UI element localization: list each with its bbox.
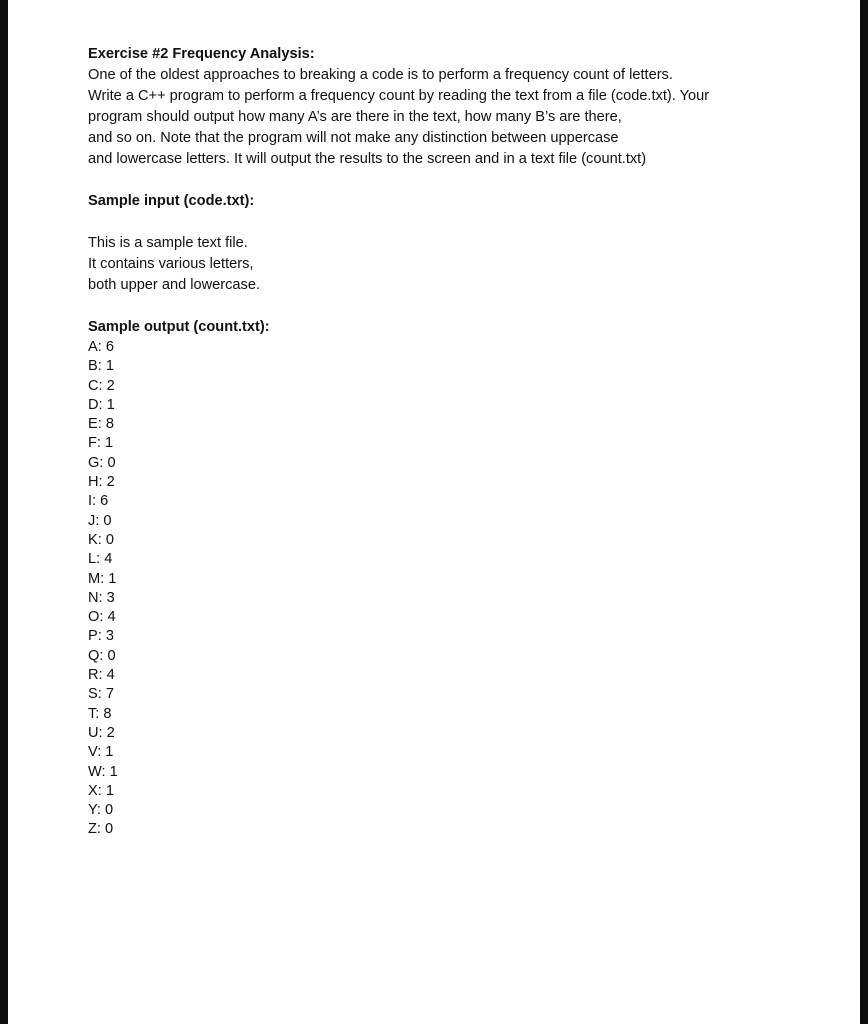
description-line: program should output how many A’s are there in the text, how many B’s are there,	[88, 109, 622, 125]
letter-count: I: 6	[88, 493, 109, 510]
letter-count: X: 1	[88, 782, 114, 799]
letter-count: L: 4	[88, 551, 113, 568]
sample-input-line: both upper and lowercase.	[88, 277, 260, 293]
spacer	[88, 212, 788, 233]
description-line: Write a C++ program to perform a frequency count by reading the text from a file (code.txt). Your	[88, 88, 710, 104]
letter-count: F: 1	[88, 435, 114, 452]
letter-count: O: 4	[88, 609, 116, 626]
document-page	[8, 0, 860, 1024]
spacer	[88, 170, 788, 191]
letter-count: Y: 0	[88, 802, 114, 819]
letter-count: B: 1	[88, 358, 114, 375]
letter-count: P: 3	[88, 628, 114, 645]
description-line: and so on. Note that the program will not make any distinction between uppercase	[88, 130, 619, 146]
spacer	[88, 296, 788, 317]
letter-count: N: 3	[88, 589, 115, 606]
sample-input-title: Sample input (code.txt):	[88, 193, 255, 209]
document-content	[88, 44, 788, 840]
letter-count: D: 1	[88, 396, 115, 413]
letter-count: U: 2	[88, 724, 115, 741]
sample-input-text	[88, 233, 788, 296]
sample-input-line: This is a sample text file.	[88, 235, 248, 251]
exercise-title: Exercise #2 Frequency Analysis:	[88, 46, 315, 62]
letter-count: A: 6	[88, 339, 114, 355]
letter-count: W: 1	[88, 763, 118, 780]
letter-count: S: 7	[88, 686, 114, 703]
letter-count: H: 2	[88, 474, 115, 491]
letter-count-list	[88, 338, 788, 840]
description-line: and lowercase letters. It will output the results to the screen and in a text file (count.txt)	[88, 151, 647, 167]
exercise-description	[88, 65, 788, 170]
letter-count: R: 4	[88, 667, 115, 684]
sample-output-title: Sample output (count.txt):	[88, 319, 270, 335]
letter-count: T: 8	[88, 705, 112, 722]
letter-count: Z: 0	[88, 821, 114, 838]
letter-count: J: 0	[88, 512, 112, 529]
letter-count: M: 1	[88, 570, 117, 587]
description-line: One of the oldest approaches to breaking a code is to perform a frequency count of letters.	[88, 67, 673, 83]
letter-count: E: 8	[88, 416, 114, 433]
letter-count: V: 1	[88, 744, 114, 761]
letter-count: Q: 0	[88, 647, 116, 664]
letter-count: C: 2	[88, 377, 115, 394]
letter-count: G: 0	[88, 454, 116, 471]
letter-count: K: 0	[88, 531, 114, 548]
sample-input-line: It contains various letters,	[88, 256, 254, 272]
